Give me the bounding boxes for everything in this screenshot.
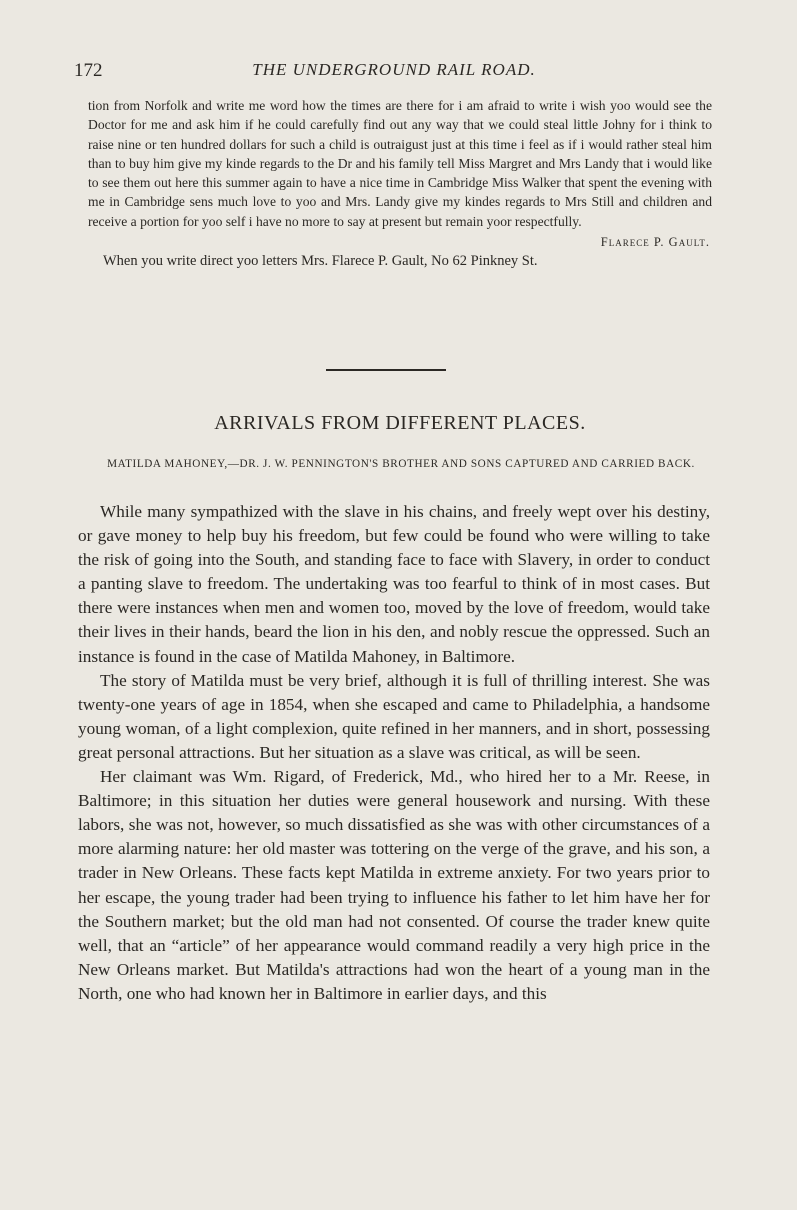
page-number: 172	[74, 60, 103, 81]
letter-signature: Flarece P. Gault.	[600, 235, 710, 249]
body-paragraph: The story of Matilda must be very brief, although it is full of thrilling interest. She was twenty-one years of age in 1854, when she escaped and came to Philadelphia, a handsome young woman, of a light complexion, quite refined in her manners, and in short, possessing great personal attractions. But her situation as a slave was critical, as will be seen.	[78, 670, 710, 762]
running-title: THE UNDERGROUND RAIL ROAD.	[252, 60, 536, 79]
letter-address: When you write direct yoo letters Mrs. Flarece P. Gault, No 62 Pinkney St.	[103, 253, 538, 269]
body-text	[78, 500, 710, 1006]
section-title: ARRIVALS FROM DIFFERENT PLACES.	[214, 412, 586, 434]
running-head	[74, 56, 714, 86]
letter-text: tion from Norfolk and write me word how the times are there for i am afraid to write i wish yoo would see the Doctor for me and ask him if he could carefully find out any way that we could steal little Johny for i think to raise nine or ten hundred dollars for such a child is outraigust just at this time i feel as if i would rather steal him than to buy him give my kinde regards to the Dr and his family tell Miss Margret and Mrs Landy that i would like to see them out here this summer again to have a nice time in Cambridge Miss Walker that spent the evening with me in Cambridge sens much love to yoo and Mrs. Landy give my kindes regards to Mrs Still and children and receive a portion for yoo self i have no more to say at present but remain yoor respectfully.	[88, 98, 712, 229]
section-subhead: MATILDA MAHONEY,—DR. J. W. PENNINGTON'S BROTHER AND SONS CAPTURED AND CARRIED BACK.	[107, 458, 695, 470]
body-paragraph: While many sympathized with the slave in his chains, and freely wept over his destiny, or gave money to help buy his freedom, but few could be found who were willing to take the risk of going into the South, and standing face to face with Slavery, in order to conduct a panting slave to freedom. The undertaking was too fearful to think of in most cases. But there were instances when men and women too, moved by the love of freedom, would take their lives in their hands, beard the lion in his den, and nobly rescue the oppressed. Such an instance is found in the case of Matilda Mahoney, in Baltimore.	[78, 502, 710, 666]
letter-excerpt	[88, 96, 712, 231]
section-divider	[326, 369, 446, 371]
body-paragraph: Her claimant was Wm. Rigard, of Frederick, Md., who hired her to a Mr. Reese, in Baltimore; in this situation her duties were general housework and nursing. With these labors, she was not, however, so much dissatisfied as she was with other circumstances of a more alarming nature: her old master was tottering on the verge of the grave, and his son, a trader in New Orleans. These facts kept Matilda in extreme anxiety. For two years prior to her escape, the young trader had been trying to influence his father to let him have her for the Southern market; but the old man had not consented. Of course the trader knew quite well, that an “article” of her appearance would command readily a very high price in the New Orleans market. But Matilda's attractions had won the heart of a young man in the North, one who had known her in Baltimore in earlier days, and this	[78, 767, 710, 1003]
